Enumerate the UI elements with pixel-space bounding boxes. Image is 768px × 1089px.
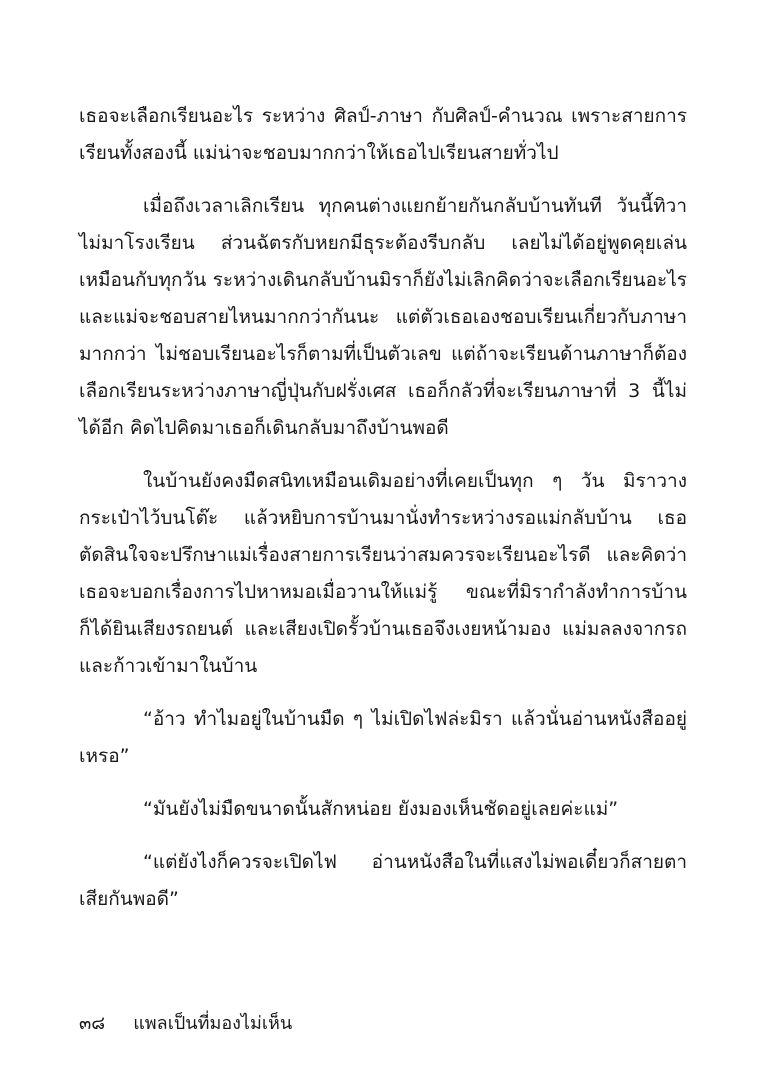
dialogue-paragraph: “มันยังไม่มืดขนาดนั้นสักหน่อย ยังมองเห็นชัดอยู่เลยค่ะแม่”	[143, 798, 619, 820]
paragraph-continued: เธอจะเลือกเรียนอะไร ระหว่าง ศิลป์-ภาษา กับศิลป์-คำนวณ เพราะสายการเรียนทั้งสองนี้ แม่น่าจะชอบมากกว่าให้เธอไปเรียนสายทั่วไป	[79, 105, 687, 164]
body-text	[79, 98, 687, 918]
page-footer	[79, 1012, 292, 1036]
dialogue-paragraph: “อ้าว ทำไมอยู่ในบ้านมืด ๆ ไม่เปิดไฟล่ะมิรา แล้วนั่นอ่านหนังสืออยู่เหรอ”	[79, 708, 687, 767]
paragraph: เมื่อถึงเวลาเลิกเรียน ทุกคนต่างแยกย้ายกันกลับบ้านทันที วันนี้ทิวาไม่มาโรงเรียน ส่วนฉัตรกับหยกมีธุระต้องรีบกลับ เลยไม่ได้อยู่พูดคุยเล่นเหมือนกับทุกวัน ระหว่างเดินกลับบ้านมิราก็ยังไม่เลิกคิดว่าจะเลือกเรียนอะไรและแม่จะชอบสายไหนมากกว่ากันนะ แต่ตัวเธอเองชอบเรียนเกี่ยวกับภาษามากกว่า ไม่ชอบเรียนอะไรก็ตามที่เป็นตัวเลข แต่ถ้าจะเรียนด้านภาษาก็ต้องเลือกเรียนระหว่างภาษาญี่ปุ่นกับฝรั่งเศส เธอก็กลัวที่จะเรียนภาษาที่ 3 นี้ไม่ได้อีก คิดไปคิดมาเธอก็เดินกลับมาถึงบ้านพอดี	[79, 195, 687, 439]
page-number: ๓๘	[79, 1013, 106, 1034]
paragraph: ในบ้านยังคงมืดสนิทเหมือนเดิมอย่างที่เคยเป็นทุก ๆ วัน มิราวางกระเป๋าไว้บนโต๊ะ แล้วหยิบการบ้านมานั่งทำระหว่างรอแม่กลับบ้าน เธอตัดสินใจจะปรึกษาแม่เรื่องสายการเรียนว่าสมควรจะเรียนอะไรดี และคิดว่าเธอจะบอกเรื่องการไปหาหมอเมื่อวานให้แม่รู้ ขณะที่มิรากำลังทำการบ้านก็ได้ยินเสียงรถยนต์ และเสียงเปิดรั้วบ้านเธอจึงเงยหน้ามอง แม่มลลงจากรถและก้าวเข้ามาในบ้าน	[79, 470, 687, 677]
book-title: แพลเป็นที่มองไม่เห็น	[133, 1013, 293, 1034]
dialogue-paragraph: “แต่ยังไงก็ควรจะเปิดไฟ อ่านหนังสือในที่แสงไม่พอเดี๋ยวก็สายตาเสียกันพอดี”	[79, 851, 687, 910]
